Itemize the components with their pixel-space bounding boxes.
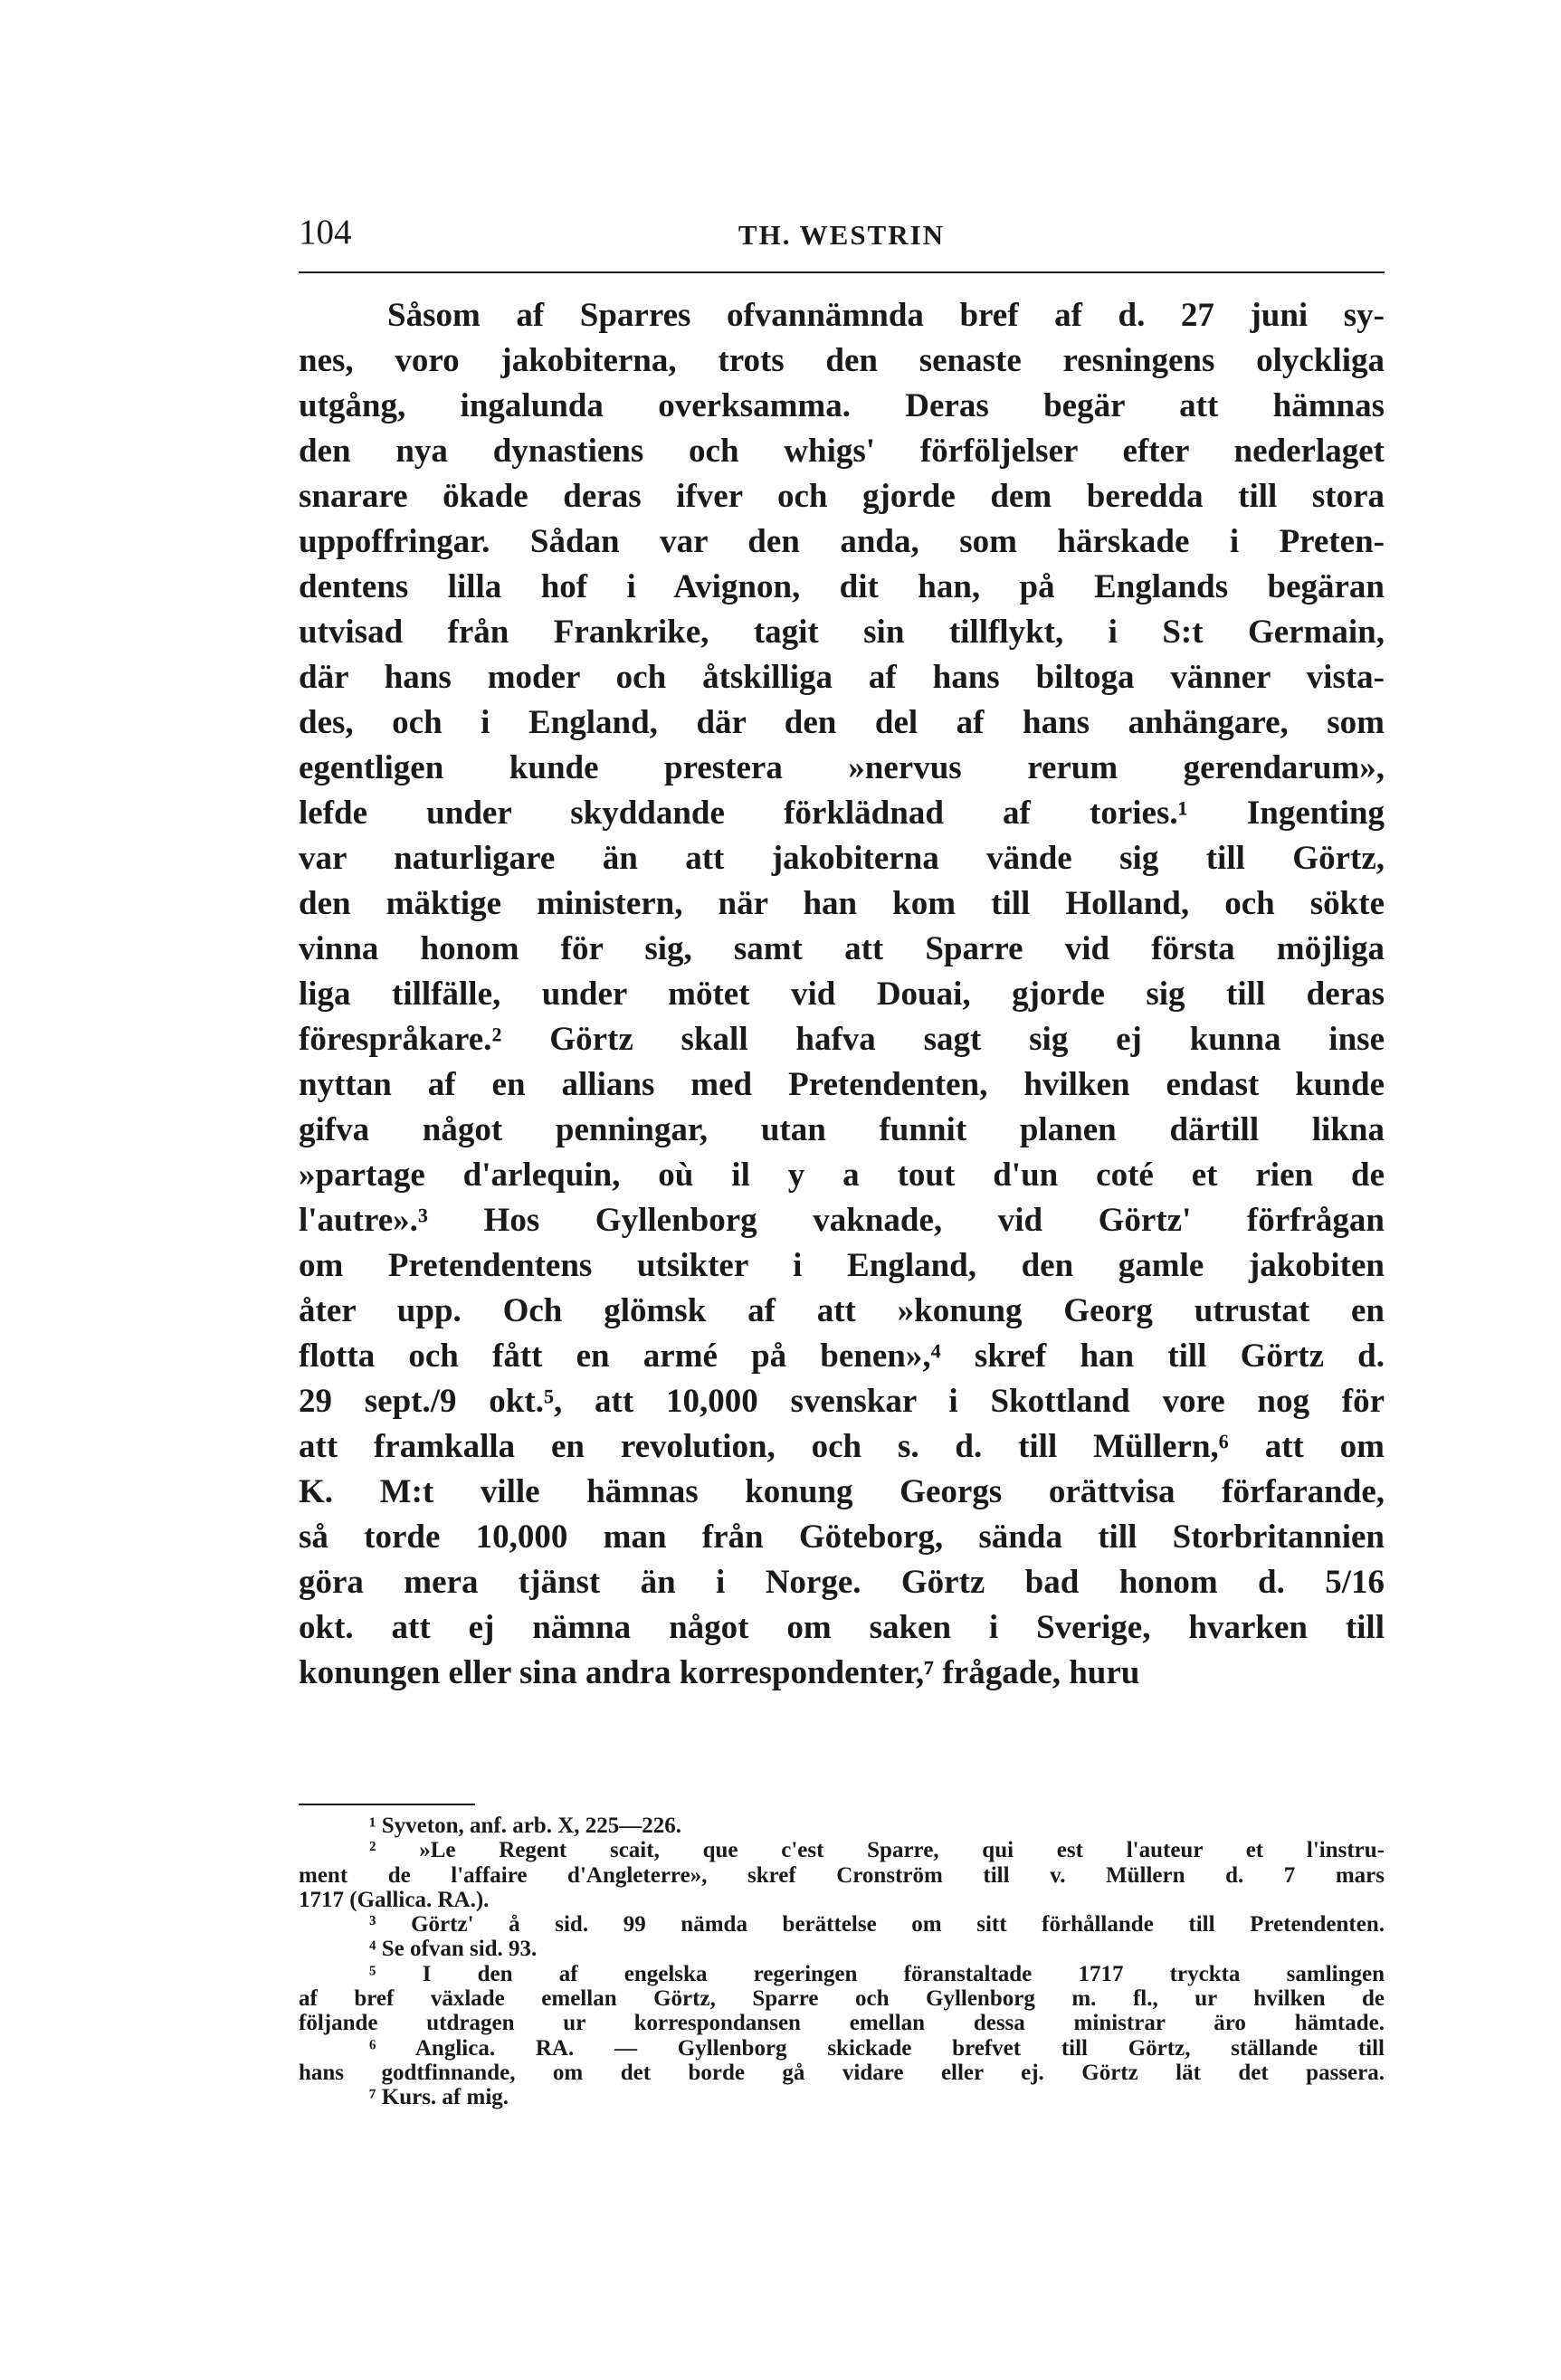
- footnote-rule: [299, 1804, 475, 1805]
- footnote-line: ment de l'affaire d'Angleterre», skref Cronström till v. Müllern d. 7 mars: [299, 1862, 1385, 1888]
- text-line: nes, voro jakobiterna, trots den senaste resningens olyckliga: [299, 342, 1385, 379]
- footnote-line: 1717 (Gallica. RA.).: [299, 1887, 490, 1912]
- text-line: lefde under skyddande förklädnad af tories.¹ Ingenting: [299, 795, 1385, 832]
- text-line: så torde 10,000 man från Göteborg, sända till Storbritannien: [299, 1518, 1385, 1556]
- footnote-line: följande utdragen ur korrespondansen emellan dessa ministrar äro hämtade.: [299, 2011, 1385, 2036]
- text-line: vinna honom för sig, samt att Sparre vid första möjliga: [299, 930, 1385, 967]
- text-line: där hans moder och åtskilliga af hans biltoga vänner vista-: [299, 659, 1385, 696]
- footnote-line: hans godtfinnande, om det borde gå vidare eller ej. Görtz lät det passera.: [299, 2060, 1385, 2085]
- footnote-line: ² »Le Regent scait, que c'est Sparre, qui est l'auteur et l'instru-: [369, 1838, 1385, 1863]
- text-line: gifva något penningar, utan funnit planen därtill likna: [299, 1111, 1385, 1148]
- header-rule: [299, 271, 1385, 273]
- text-line: var naturligare än att jakobiterna vände sig till Görtz,: [299, 840, 1385, 877]
- text-line: flotta och fått en armé på benen»,⁴ skref han till Görtz d.: [299, 1338, 1385, 1375]
- footnote-line: af bref växlade emellan Görtz, Sparre och Gyllenborg m. fl., ur hvilken de: [299, 1986, 1385, 2012]
- text-line: K. M:t ville hämnas konung Georgs orättvisa förfarande,: [299, 1473, 1385, 1510]
- body-text: [299, 293, 1385, 1696]
- text-line: l'autre».³ Hos Gyllenborg vaknade, vid Görtz' förfrågan: [299, 1202, 1385, 1239]
- text-line: om Pretendentens utsikter i England, den gamle jakobiten: [299, 1247, 1385, 1284]
- text-line: des, och i England, där den del af hans anhängare, som: [299, 704, 1385, 741]
- text-line: »partage d'arlequin, où il y a tout d'un coté et rien de: [299, 1157, 1385, 1194]
- text-line: Såsom af Sparres ofvannämnda bref af d. 27 juni sy-: [387, 297, 1385, 334]
- text-line: åter upp. Och glömsk af att »konung Georg utrustat en: [299, 1292, 1385, 1329]
- text-line: konungen eller sina andra korrespondenter,⁷ frågade, huru: [299, 1654, 1140, 1691]
- text-line: utgång, ingalunda overksamma. Deras begär att hämnas: [299, 387, 1385, 424]
- footnote-line: ¹ Syveton, anf. arb. X, 225—226.: [369, 1814, 682, 1838]
- text-line: förespråkare.² Görtz skall hafva sagt sig ej kunna inse: [299, 1021, 1385, 1058]
- text-line: uppoffringar. Sådan var den anda, som härskade i Preten-: [299, 523, 1385, 560]
- text-line: okt. att ej nämna något om saken i Sverige, hvarken till: [299, 1609, 1385, 1646]
- footnotes: [299, 1814, 1385, 2110]
- text-line: den mäktige ministern, när han kom till Holland, och sökte: [299, 885, 1385, 922]
- running-head: [299, 210, 1385, 264]
- footnote-line: ⁶ Anglica. RA. — Gyllenborg skickade brefvet till Görtz, ställande till: [369, 2035, 1385, 2061]
- text-line: nyttan af en allians med Pretendenten, hvilken endast kunde: [299, 1066, 1385, 1103]
- text-line: liga tillfälle, under mötet vid Douai, gjorde sig till deras: [299, 976, 1385, 1013]
- footnote-line: ³ Görtz' å sid. 99 nämda berättelse om sitt förhållande till Pretendenten.: [369, 1912, 1385, 1937]
- text-line: dentens lilla hof i Avignon, dit han, på Englands begäran: [299, 568, 1385, 605]
- page-number: 104: [299, 213, 352, 252]
- text-line: egentligen kunde prestera »nervus rerum gerendarum»,: [299, 749, 1385, 786]
- text-line: 29 sept./9 okt.⁵, att 10,000 svenskar i Skottland vore nog för: [299, 1383, 1385, 1420]
- text-line: göra mera tjänst än i Norge. Görtz bad honom d. 5/16: [299, 1564, 1385, 1601]
- text-line: den nya dynastiens och whigs' förföljelser efter nederlaget: [299, 433, 1385, 470]
- text-line: utvisad från Frankrike, tagit sin tillflykt, i S:t Germain,: [299, 614, 1385, 651]
- running-head-author: TH. WESTRIN: [738, 219, 946, 251]
- footnote-line: ⁵ I den af engelska regeringen föranstaltade 1717 tryckta samlingen: [369, 1961, 1385, 1986]
- footnote-line: ⁴ Se ofvan sid. 93.: [369, 1937, 538, 1962]
- text-line: snarare ökade deras ifver och gjorde dem beredda till stora: [299, 478, 1385, 515]
- footnote-line: ⁷ Kurs. af mig.: [369, 2085, 509, 2110]
- text-line: att framkalla en revolution, och s. d. till Müllern,⁶ att om: [299, 1428, 1385, 1465]
